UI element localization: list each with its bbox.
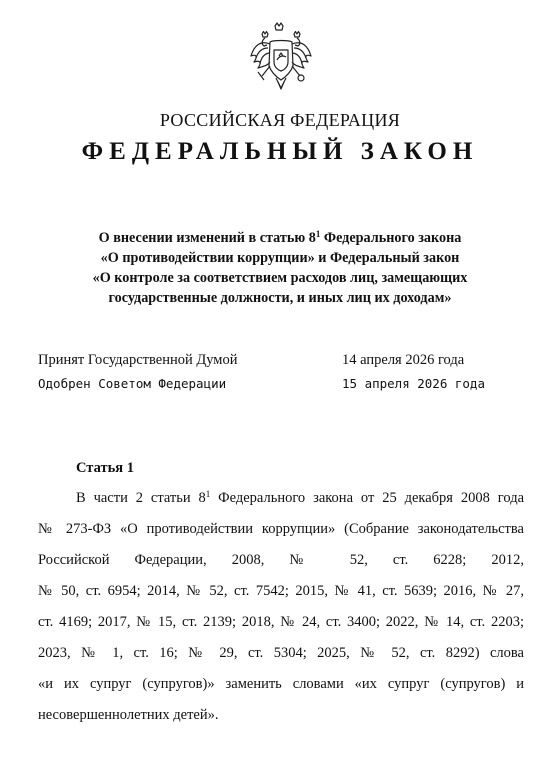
paragraph-line: № 273-ФЗ «О противодействии коррупции» (Собрание законодательства	[38, 521, 524, 537]
article-paragraph	[38, 489, 524, 737]
article-heading: Статья 1	[76, 460, 134, 476]
paragraph-line: № 50, ст. 6954; 2014, № 52, ст. 7542; 2015, № 41, ст. 5639; 2016, № 27,	[38, 583, 524, 599]
paragraph-line: ст. 4169; 2017, № 15, ст. 2139; 2018, № 24, ст. 3400; 2022, № 14, ст. 2203;	[38, 614, 524, 630]
paragraph-line: «и их супруг (супругов)» заменить словами «их супруг (супругов) и	[38, 676, 524, 692]
law-title	[30, 228, 530, 308]
law-title-line: «О контроле за соответствием расходов лиц, замещающих	[92, 270, 468, 286]
law-title-line: О внесении изменений в статью $8^1$ Федерального закона	[98, 229, 462, 246]
coat-of-arms-icon	[248, 20, 314, 96]
law-title-line: государственные должности, и иных лиц их доходам»	[108, 290, 452, 306]
law-type-heading: ФЕДЕРАЛЬНЫЙ ЗАКОН	[81, 138, 479, 165]
paragraph-line: 2023, № 1, ст. 16; № 29, ст. 5304; 2025, № 52, ст. 8292) слова	[38, 645, 524, 661]
paragraph-line: Российской Федерации, 2008, № 52, ст. 6228; 2012,	[38, 552, 524, 568]
country-name: РОССИЙСКАЯ ФЕДЕРАЦИЯ	[159, 110, 401, 130]
approved-by-label: Одобрен Советом Федерации	[38, 376, 227, 391]
paragraph-line: В части 2 статьи $8^1$ Федерального закона от 25 декабря 2008 года	[76, 489, 525, 506]
adopted-date: 14 апреля 2026 года	[342, 352, 465, 368]
paragraph-line: несовершеннолетних детей».	[38, 707, 219, 723]
law-title-line: «О противодействии коррупции» и Федеральный закон	[100, 250, 460, 266]
approved-date: 15 апреля 2026 года	[342, 376, 485, 391]
adopted-by-label: Принят Государственной Думой	[38, 352, 238, 368]
